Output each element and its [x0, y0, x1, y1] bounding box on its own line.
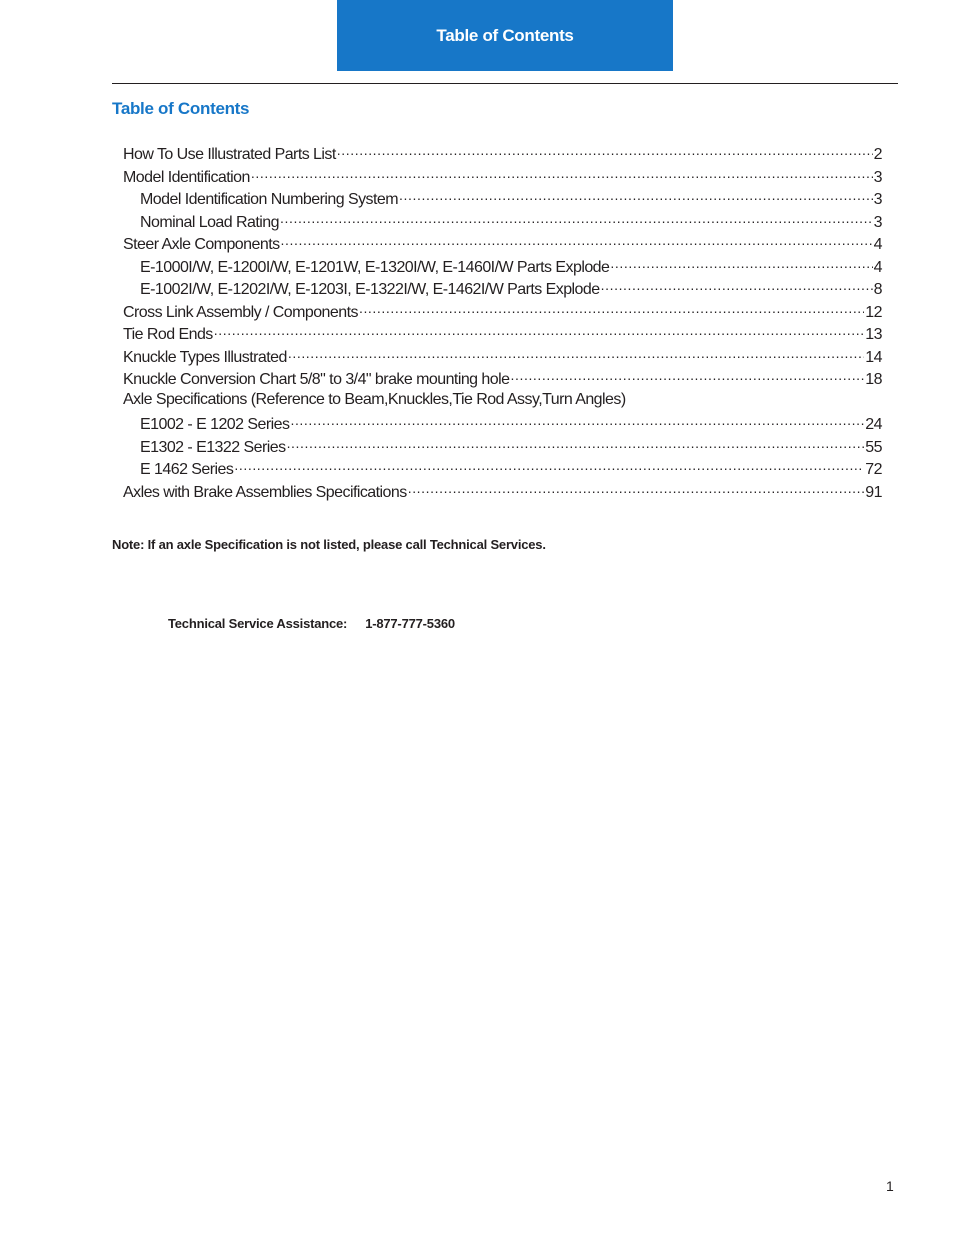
toc-dot-leader [288, 346, 864, 362]
toc-entry[interactable] [123, 233, 882, 256]
toc-dot-leader [287, 436, 865, 452]
toc-entry[interactable] [123, 391, 882, 414]
toc-entry-label: Knuckle Types Illustrated [123, 348, 287, 366]
toc-entry-page: 3 [873, 191, 882, 208]
toc-entry-page: 24 [865, 416, 882, 433]
toc-entry-label: Steer Axle Components [123, 236, 280, 253]
toc-entry-label: E-1000I/W, E-1200I/W, E-1201W, E-1320I/W, E-1460I/W Parts Explode [140, 258, 610, 276]
toc-entry-page: 3 [873, 168, 882, 186]
toc-entry-label: Model Identification [123, 168, 250, 186]
toc-entry[interactable] [123, 188, 882, 211]
technical-service-assistance [168, 616, 455, 631]
toc-dot-leader [337, 143, 873, 159]
toc-entry[interactable] [123, 278, 882, 301]
toc-entry[interactable] [123, 346, 882, 369]
toc-entry-label: Axle Specifications (Reference to Beam,Knuckles,Tie Rod Assy,Turn Angles) [123, 390, 626, 408]
assistance-phone: 1-877-777-5360 [365, 616, 455, 631]
note-text: Note: If an axle Specification is not listed, please call Technical Services. [112, 537, 546, 552]
toc-entry[interactable] [123, 458, 882, 481]
toc-entry[interactable] [123, 166, 882, 189]
toc-entry-page: 8 [873, 281, 882, 298]
toc-dot-leader [234, 458, 864, 474]
toc-entry[interactable] [123, 301, 882, 324]
toc-entry-page: 2 [873, 146, 882, 163]
assistance-label: Technical Service Assistance: [168, 616, 348, 631]
toc-dot-leader [251, 166, 873, 182]
header-tab-label: Table of Contents [436, 25, 574, 45]
toc-entry-label: E1002 - E 1202 Series [140, 416, 290, 433]
toc-entry-page: 91 [865, 483, 882, 501]
toc-entry-page: 14 [865, 348, 882, 366]
toc-dot-leader [610, 256, 872, 272]
toc-dot-leader [601, 278, 873, 294]
toc-dot-leader [214, 323, 865, 339]
toc-entry[interactable] [123, 481, 882, 504]
page-number: 1 [886, 1178, 894, 1194]
toc-dot-leader [359, 301, 864, 317]
toc-entry[interactable] [123, 143, 882, 166]
toc-entry-page: 3 [873, 213, 882, 231]
header-tab [337, 0, 673, 71]
toc-dot-leader [399, 188, 873, 204]
toc-entry[interactable] [123, 256, 882, 279]
toc-entry-label: Cross Link Assembly / Components [123, 303, 358, 321]
toc-entry-label: E 1462 Series [140, 461, 234, 478]
header-divider [112, 83, 898, 84]
toc-entry-page: 72 [865, 461, 882, 478]
toc-dot-leader [280, 211, 873, 227]
toc-entry[interactable] [123, 436, 882, 459]
toc-entry[interactable] [123, 211, 882, 234]
toc-entry[interactable] [123, 413, 882, 436]
toc-entry-page: 4 [873, 258, 882, 276]
toc-entry-label: Axles with Brake Assemblies Specifications [123, 483, 407, 501]
toc-entry-page: 4 [873, 236, 882, 253]
toc-entry-page: 13 [865, 326, 882, 343]
toc-entry-label: Nominal Load Rating [140, 213, 279, 231]
toc-entry-label: E-1002I/W, E-1202I/W, E-1203I, E-1322I/W, E-1462I/W Parts Explode [140, 281, 600, 298]
toc-dot-leader [510, 368, 864, 384]
section-title: Table of Contents [112, 99, 250, 118]
toc-list [123, 143, 882, 503]
toc-entry-label: How To Use Illustrated Parts List [123, 146, 336, 163]
toc-dot-leader [408, 481, 865, 497]
toc-entry-label: Knuckle Conversion Chart 5/8" to 3/4" brake mounting hole [123, 371, 510, 388]
toc-entry-page: 12 [865, 303, 882, 321]
toc-entry-label: Tie Rod Ends [123, 326, 213, 343]
toc-entry-page: 18 [865, 371, 882, 388]
toc-dot-leader [281, 233, 873, 249]
toc-entry-page: 55 [865, 438, 882, 456]
toc-dot-leader [290, 413, 864, 429]
toc-entry-label: E1302 - E1322 Series [140, 438, 286, 456]
toc-entry[interactable] [123, 323, 882, 346]
toc-entry[interactable] [123, 368, 882, 391]
toc-entry-label: Model Identification Numbering System [140, 191, 399, 208]
